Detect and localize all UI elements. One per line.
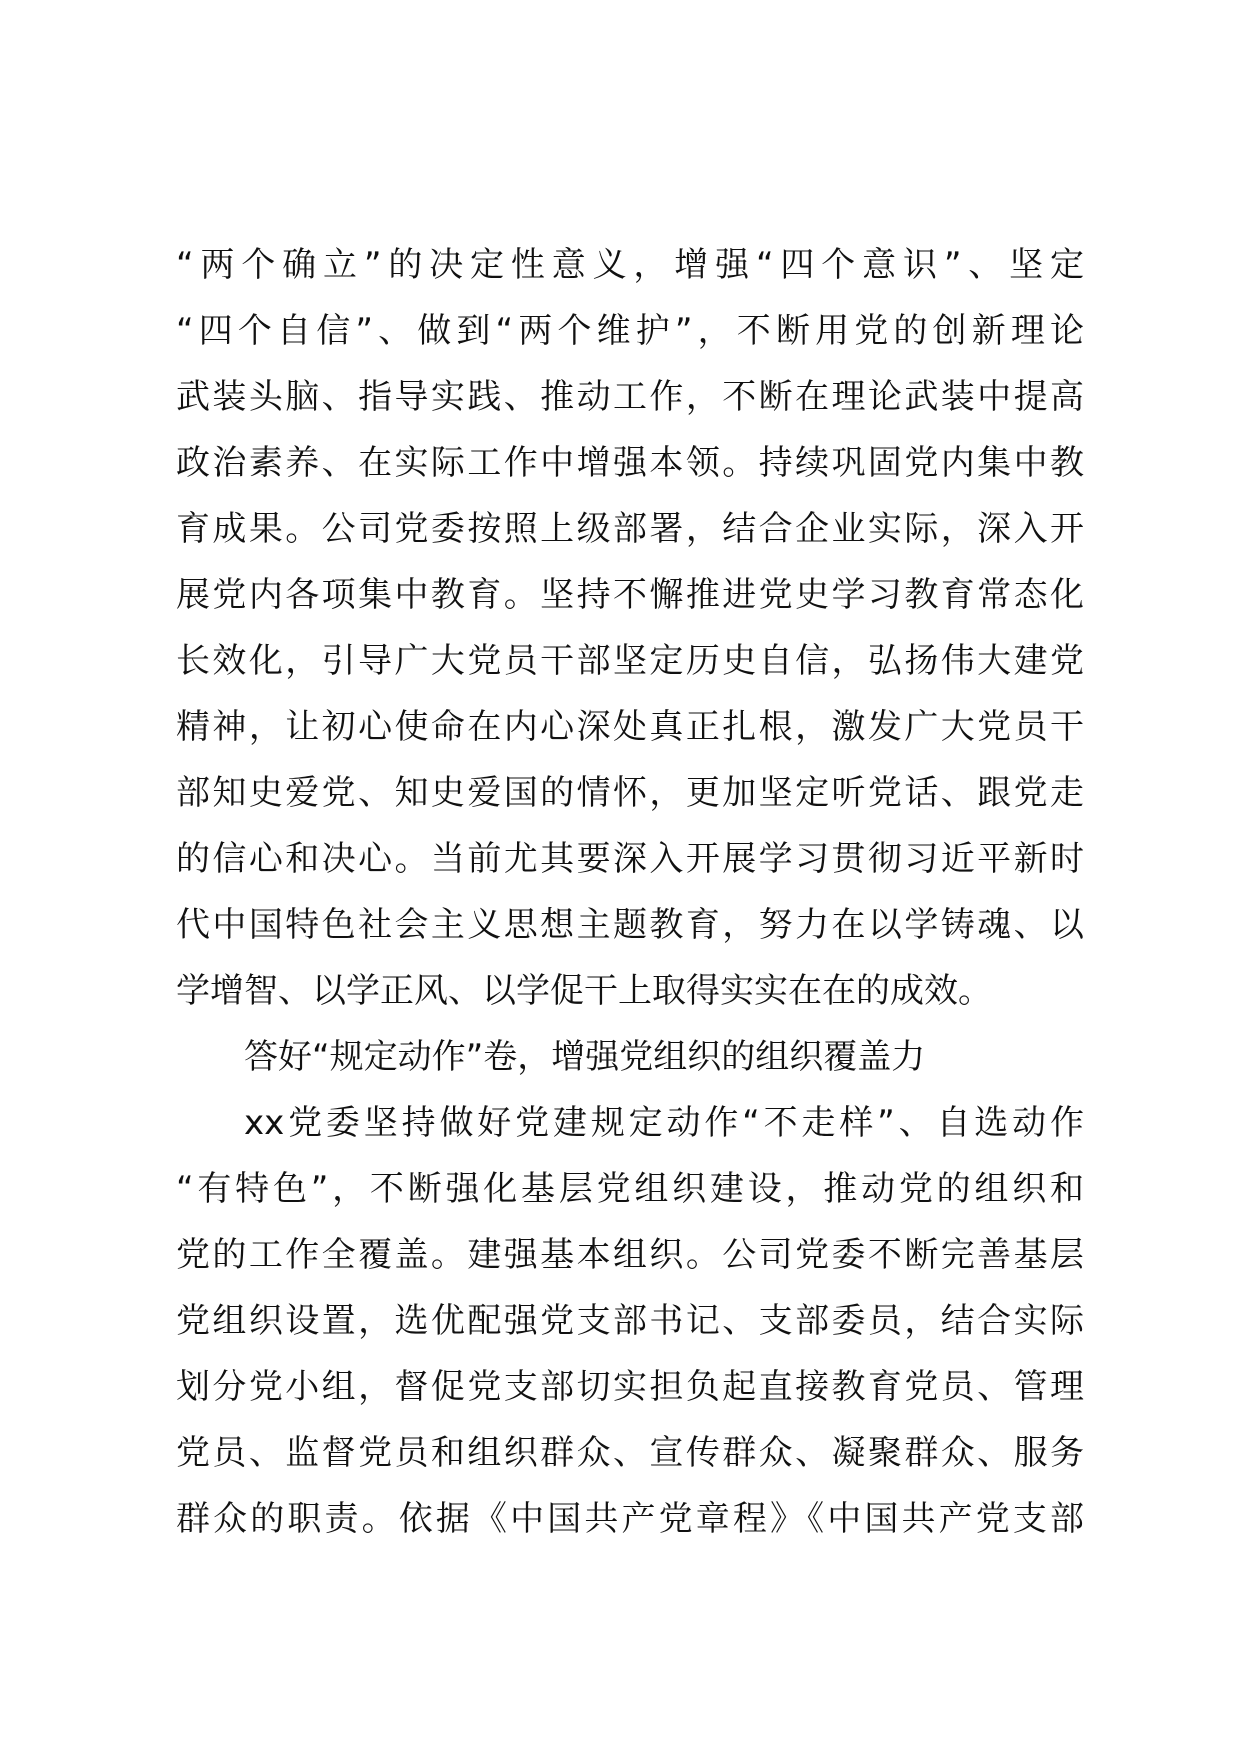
text-line: 部知史爱党、知史爱国的情怀，更加坚定听党话、跟党走 [176, 773, 1084, 813]
paragraph [176, 1090, 1084, 1552]
text-line: “四个自信”、做到“两个维护”，不断用党的创新理论 [176, 311, 1084, 351]
text-line: 的信心和决心。当前尤其要深入开展学习贯彻习近平新时 [176, 839, 1084, 879]
text-line: 精神，让初心使命在内心深处真正扎根，激发广大党员干 [176, 707, 1084, 747]
text-line: 划分党小组，督促党支部切实担负起直接教育党员、管理 [176, 1367, 1084, 1407]
text-line: 党的工作全覆盖。建强基本组织。公司党委不断完善基层 [176, 1235, 1084, 1275]
text-line: “有特色”，不断强化基层党组织建设，推动党的组织和 [176, 1169, 1084, 1209]
text-line: xx党委坚持做好党建规定动作“不走样”、自选动作 [244, 1103, 1084, 1143]
text-line: 学增智、以学正风、以学促干上取得实实在在的成效。 [176, 971, 992, 1011]
text-line: 代中国特色社会主义思想主题教育，努力在以学铸魂、以 [176, 905, 1084, 945]
text-line: 政治素养、在实际工作中增强本领。持续巩固党内集中教 [176, 443, 1084, 483]
text-line: 党员、监督党员和组织群众、宣传群众、凝聚群众、服务 [176, 1433, 1084, 1473]
text-line: 长效化，引导广大党员干部坚定历史自信，弘扬伟大建党 [176, 641, 1084, 681]
text-line: 群众的职责。依据《中国共产党章程》《中国共产党支部 [176, 1499, 1084, 1539]
heading-line: 答好“规定动作”卷，增强党组织的组织覆盖力 [244, 1037, 926, 1077]
paragraph-continuation [176, 232, 1084, 1024]
text-line: 武装头脑、指导实践、推动工作，不断在理论武装中提高 [176, 377, 1084, 417]
text-line: 展党内各项集中教育。坚持不懈推进党史学习教育常态化 [176, 575, 1084, 615]
body-text [176, 232, 1084, 1552]
section-heading [176, 1024, 1084, 1090]
text-line: 党组织设置，选优配强党支部书记、支部委员，结合实际 [176, 1301, 1084, 1341]
text-line: “两个确立”的决定性意义，增强“四个意识”、坚定 [176, 245, 1084, 285]
text-line: 育成果。公司党委按照上级部署，结合企业实际，深入开 [176, 509, 1084, 549]
